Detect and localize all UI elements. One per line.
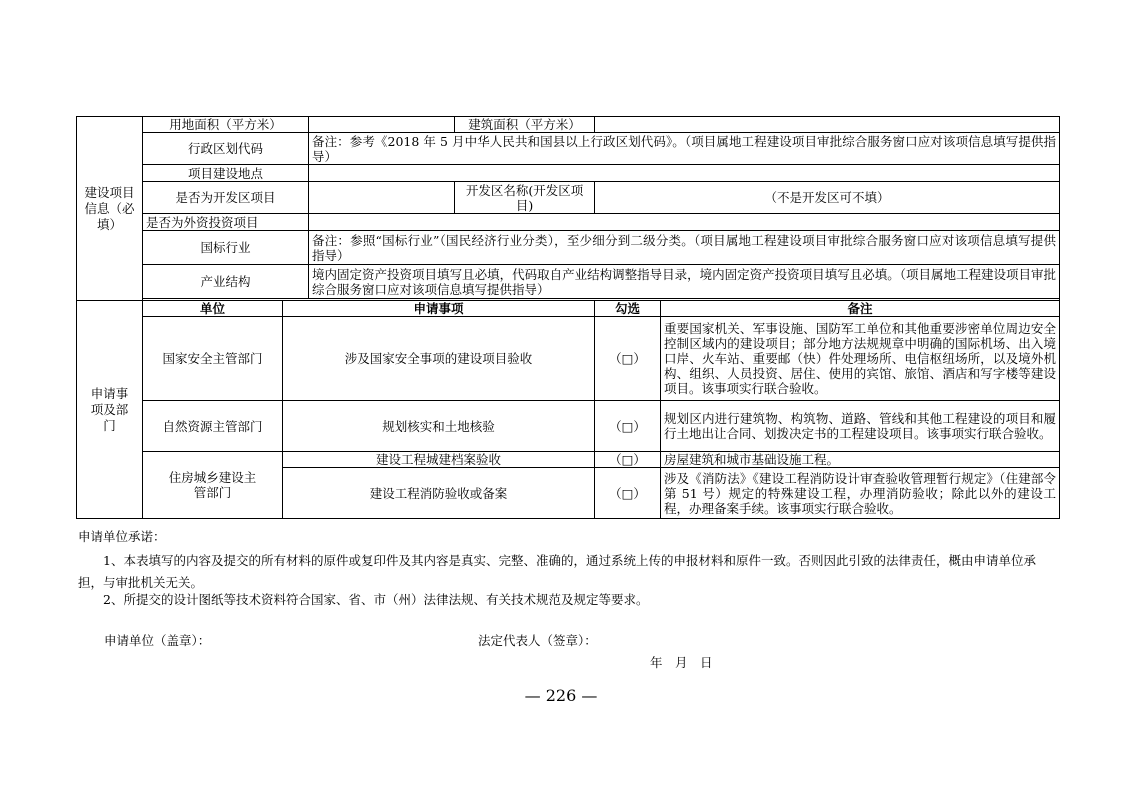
- building-area-label: 建筑面积（平方米）: [455, 117, 595, 133]
- structure-note: 境内固定资产投资项目填写且必填，代码取自产业结构调整指导目录，境内固定资产投资项目填写且必填。（项目属地工程建设项目审批综合服务窗口应对该项信息填写提供指导）: [309, 265, 1060, 299]
- header-note: 备注: [661, 301, 1060, 317]
- building-area-value[interactable]: [595, 117, 1060, 133]
- commitment-item-1: 1、本表填写的内容及提交的所有材料的原件或复印件及其内容是真实、完整、准确的，通过系统上传的申报材料和原件一致。否则因此引致的法律责任，概由申请单位承担，与审批机关无关。: [78, 553, 1036, 590]
- industry-note: 备注：参照“国标行业”（国民经济行业分类），至少细分到二级分类。（项目属地工程建设项目审批综合服务窗口应对该项信息填写提供指导）: [309, 231, 1060, 265]
- commitment-title: 申请单位承诺：: [78, 529, 166, 544]
- header-check: 勾选: [595, 301, 661, 317]
- row-item: 建设工程消防验收或备案: [283, 468, 595, 519]
- dev-zone-label: 是否为开发区项目: [143, 182, 309, 214]
- dev-zone-row: [77, 182, 1060, 214]
- location-value[interactable]: [309, 165, 1060, 182]
- dev-zone-value[interactable]: [309, 182, 455, 214]
- structure-label: 产业结构: [143, 265, 309, 299]
- row-note: 重要国家机关、军事设施、国防军工单位和其他重要涉密单位周边安全控制区域内的建设项目；部分地方法规规章中明确的国际机场、出入境口岸、火车站、重要邮（快）件处理场所、电信枢纽场所，以及境外机构、组织、人员投资、居住、使用的宾馆、旅馆、酒店和写字楼等建设项目。该事项实行联合验收。: [661, 317, 1060, 401]
- structure-row: [77, 265, 1060, 299]
- header-unit: 单位: [143, 301, 283, 317]
- row-item: 建设工程城建档案验收: [283, 452, 595, 468]
- location-row: [77, 165, 1060, 182]
- application-header-row: [77, 301, 1060, 317]
- admin-code-label: 行政区划代码: [143, 133, 309, 165]
- header-item: 申请事项: [283, 301, 595, 317]
- commitment-item-2: 2、所提交的设计图纸等技术资料符合国家、省、市（州）法律法规、有关技术规范及规定等要求。: [103, 592, 649, 607]
- page-number: — 226 —: [524, 686, 598, 705]
- industry-row: [77, 231, 1060, 265]
- foreign-row: [77, 214, 1060, 231]
- row-unit: 国家安全主管部门: [143, 317, 283, 401]
- row-item: 涉及国家安全事项的建设项目验收: [283, 317, 595, 401]
- application-form-table: [76, 116, 1060, 519]
- foreign-label: 是否为外资投资项目: [143, 214, 309, 231]
- land-area-value[interactable]: [309, 117, 455, 133]
- industry-label: 国标行业: [143, 231, 309, 265]
- row-checkbox[interactable]: （□）: [595, 452, 661, 468]
- application-section-label: 申请事项及部门: [77, 301, 143, 519]
- representative-label: 法定代表人（签章）：: [478, 633, 597, 648]
- row-unit: 住房城乡建设主管部门: [143, 452, 283, 519]
- admin-code-row: [77, 133, 1060, 165]
- row-unit: 自然资源主管部门: [143, 401, 283, 452]
- land-area-label: 用地面积（平方米）: [143, 117, 309, 133]
- admin-code-note: 备注：参考《2018 年 5 月中华人民共和国县以上行政区划代码》。（项目属地工程建设项目审批综合服务窗口应对该项信息填写提供指导）: [309, 133, 1060, 165]
- row-note: 房屋建筑和城市基础设施工程。: [661, 452, 1060, 468]
- table-row: [77, 452, 1060, 468]
- project-info-section-label: 建设项目信息（必填）: [77, 117, 143, 301]
- seal-label: 申请单位（盖章）：: [104, 633, 211, 648]
- table-row: [77, 401, 1060, 452]
- table-row: [77, 317, 1060, 401]
- row-checkbox[interactable]: （□）: [595, 401, 661, 452]
- row-checkbox[interactable]: （□）: [595, 317, 661, 401]
- date-label: 年 月 日: [650, 655, 713, 670]
- dev-zone-hint: （不是开发区可不填）: [595, 182, 1060, 214]
- row-note: 涉及《消防法》《建设工程消防设计审查验收管理暂行规定》（住建部令第 51 号）规定的特殊建设工程，办理消防验收；除此以外的建设工程，办理备案手续。该事项实行联合验收。: [661, 468, 1060, 519]
- foreign-value[interactable]: [309, 214, 1060, 231]
- row-note: 规划区内进行建筑物、构筑物、道路、管线和其他工程建设的项目和履行土地出让合同、划拨决定书的工程建设项目。该事项实行联合验收。: [661, 401, 1060, 452]
- row-item: 规划核实和土地核验: [283, 401, 595, 452]
- location-label: 项目建设地点: [143, 165, 309, 182]
- dev-zone-name-label: 开发区名称(开发区项目): [455, 182, 595, 214]
- land-area-row: [77, 117, 1060, 133]
- row-checkbox[interactable]: （□）: [595, 468, 661, 519]
